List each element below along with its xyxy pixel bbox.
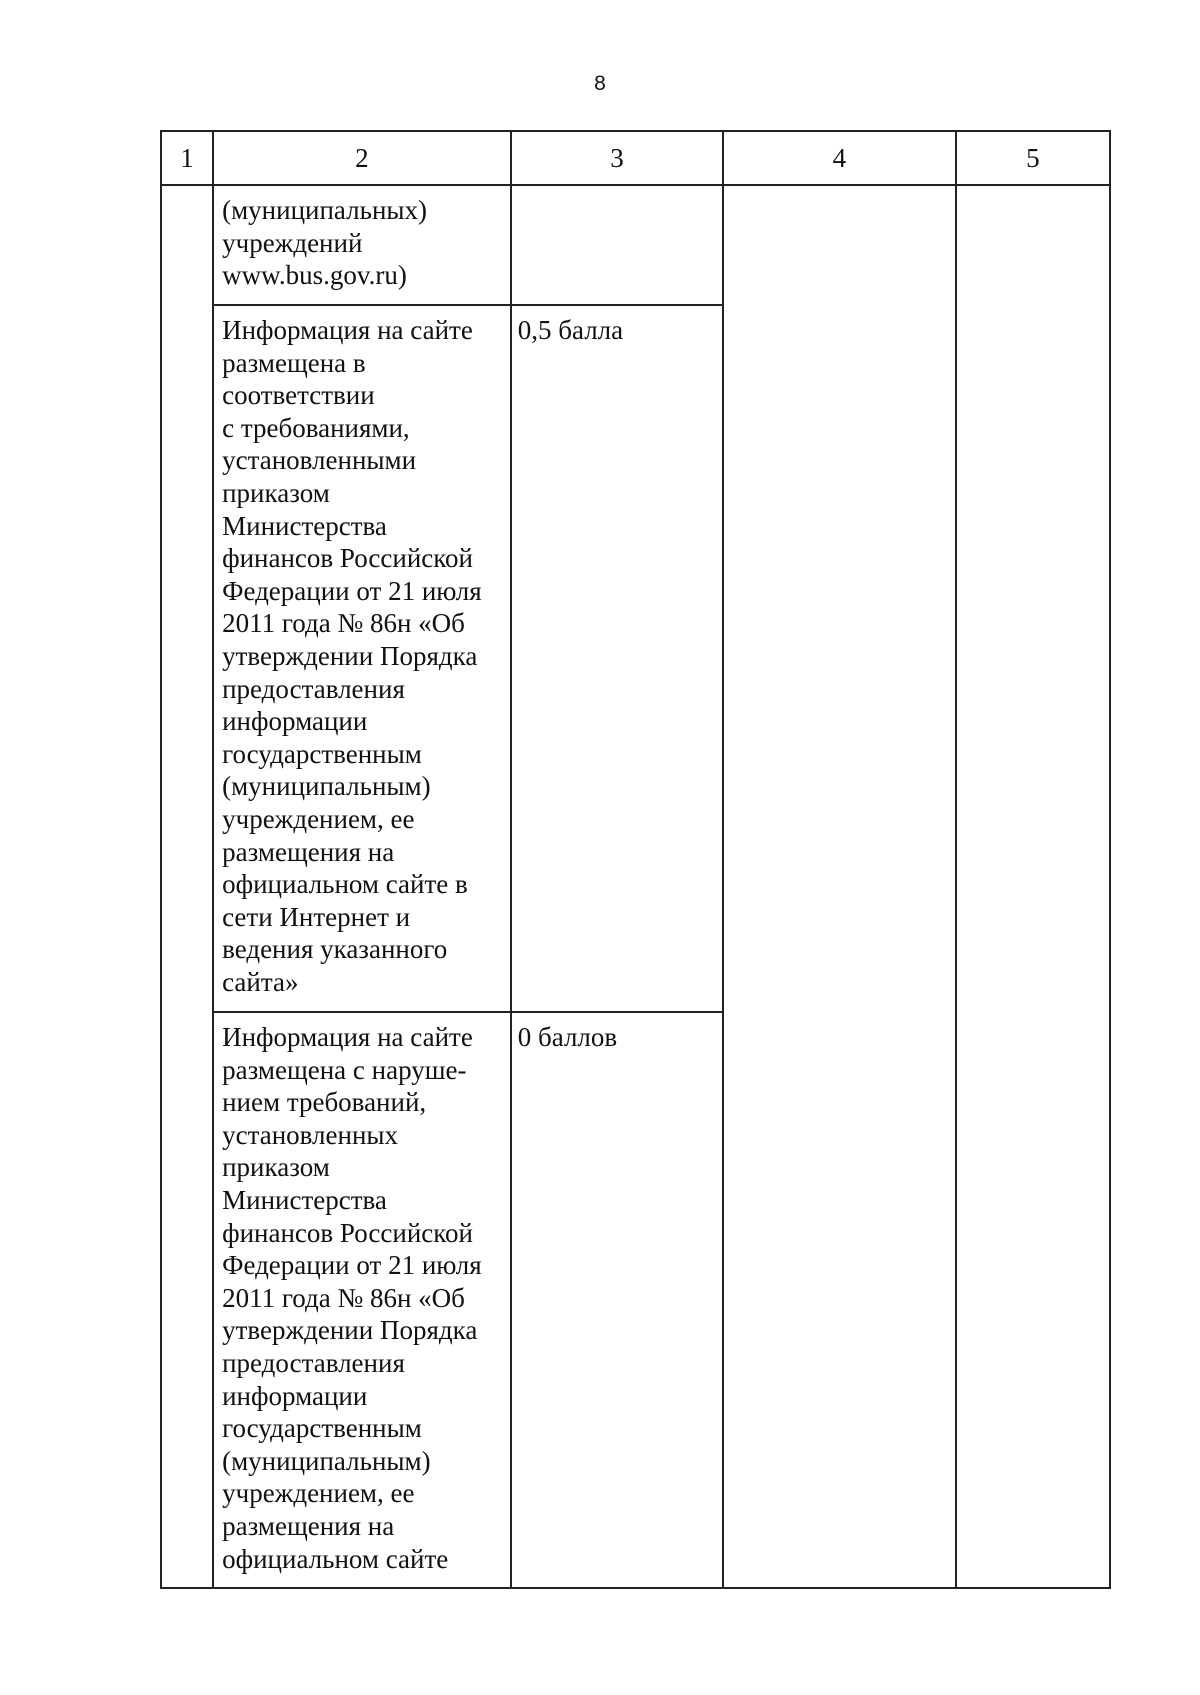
header-col-4: 4: [723, 131, 955, 185]
criterion-cell: [213, 185, 511, 305]
score-cell: [511, 1012, 723, 1588]
score-text: 0 баллов: [517, 1022, 618, 1052]
score-cell: [511, 185, 723, 305]
col-5-cell: [956, 185, 1110, 1588]
header-col-2: 2: [213, 131, 511, 185]
col-1-cell: [161, 185, 213, 1588]
criterion-cell: [213, 305, 511, 1012]
col-4-cell: [723, 185, 955, 1588]
criterion-text: Информация на сайте размещена с наруше- нием требований, установленных приказом Министерства финансов Российской Федерации от 21 июля 2011 года № 86н «Об утверждении Порядка предоставления информации государственным (муниципальным) учреждением, ее размещения на официальном сайте: [222, 1022, 482, 1574]
header-col-1: 1: [161, 131, 213, 185]
header-col-3: 3: [511, 131, 723, 185]
table-row: [161, 185, 1110, 305]
criteria-table: [160, 130, 1111, 1589]
score-text: [512, 186, 722, 194]
score-text: 0,5 балла: [517, 315, 624, 345]
header-col-5: 5: [956, 131, 1110, 185]
page-number: 8: [594, 72, 606, 95]
score-cell: [511, 305, 723, 1012]
criterion-text: (муниципальных) учреждений www.bus.gov.ru): [222, 195, 428, 291]
header-row: [161, 131, 1110, 185]
criterion-cell: [213, 1012, 511, 1588]
criterion-text: Информация на сайте размещена в соответствии с требованиями, установленными приказом Министерства финансов Российской Федерации от 21 июля 2011 года № 86н «Об утверждении Порядка предоставления информации государственным (муниципальным) учреждением, ее размещения на официальном сайте в сети Интернет и ведения указанного сайта»: [222, 315, 482, 997]
